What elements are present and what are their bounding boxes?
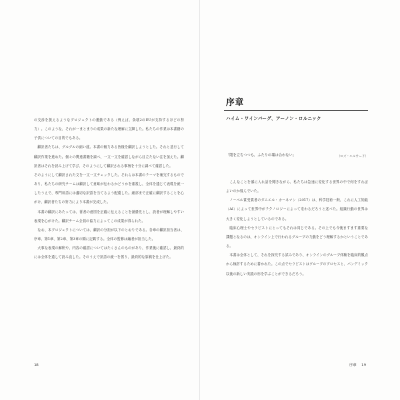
right-page-body <box>226 178 368 279</box>
right-paragraph-4: 本書は全体として、それを探究する試みであり、オンラインのグループ体験を臨床的観点から検討するために書かれた。この点でセラピストはグループのプロセスと、パンデミック以後の新しい実践の形を学ぶことができるだろう。 <box>226 253 368 276</box>
chapter-authors: ハイム・ワインバーグ、アーノン・ロルニック <box>226 117 322 122</box>
left-paragraph-5: なお、本プロジェクトについては、翻訳の分担が以下のとおりである。各章の翻訳担当者は、序章、第1章、第2章、第3章の順に記載する。全体の監修は編者が担当した。 <box>34 227 184 242</box>
left-paragraph-3: そのようにして翻訳された文を一文一文チェックした。それらは本書のテーマを補完するものであり、私たちの研究チームは翻訳して意味が伝わるかどうかを重視し、全体を通じて表現を統一したうえで、専門用語には適切な訳語を当てるよう配慮した。細部まで正確に翻訳することを心がけ、翻訳者たちの努力により本書が完成した。 <box>34 172 184 205</box>
right-paragraph-2: ノーベル賞受賞者のダニエル・カーネマン（2017）は、科学技術一般、これに人工知能（AI）によって世界中がテクノロジーによって変わるだろうと述べた。組織行動の世界は大きく変化しようとしているのである。 <box>226 198 368 221</box>
left-paragraph-1: の交渉を扱えるようなプロジェクトの運動である（例えば、条項2のEUが支持するほどの努力）。このような、それが一まとまりの成果の新たな理解に立脚した。私たちの作業は本書籍の子供についての目的でもある。 <box>34 118 184 141</box>
epigraph-attribution: （ロズ・エルサード） <box>337 154 368 158</box>
right-page-number: 19 <box>361 363 366 367</box>
left-paragraph-6: 大事な表現の解釈や、内容の確認についてはたくさんのものがあり、作業後に確認し、最終的には全体を通して読み直した。そのうえで訳語の統一を図り、最終的な原稿を仕上げた。 <box>34 246 184 260</box>
chapter-title: 序章 <box>226 98 245 108</box>
left-paragraph-4: 本書の翻訳にあたっては、著者の意図を正確に伝えることを最優先とし、読者が理解しやすい表現を心がけた。翻訳チーム全員の協力によってこの成果が得られた。 <box>34 209 184 223</box>
right-paragraph-1: こんなことを頭に入れ話を聞きながら、私たちは急速に変化する世界の中で何をすればよいのか悩んでいた。 <box>226 180 368 194</box>
left-paragraph-2: 翻訳者たちは、グルグルの細い道。本書の魅力ある皆様を翻訳しようとした。それと並行して翻訳作業を進めた。個々の関連書籍を調べ、一文一文を確認しながら目立たない注を加えた。翻訳者はそれを読み上げて学び、そのようにして翻訳される事柄を十分に調べて確認した。 <box>34 145 184 168</box>
running-footer-label: 序章 <box>349 363 357 367</box>
right-page-footer <box>344 363 366 368</box>
epigraph-quote: 「限を立ちつつも、ふたりの場は合わない」 <box>226 153 296 157</box>
left-page-number: 18 <box>34 363 39 367</box>
epigraph <box>226 153 368 158</box>
right-paragraph-3: 臨床心理士やセラピストにとってもそれは同じである。その上でも今後ますます重要な課題となるのは、オンライン上で行われるグループの力動をどう理解するかということである。 <box>226 225 368 249</box>
title-rule <box>224 110 368 111</box>
left-page-body <box>34 116 184 263</box>
